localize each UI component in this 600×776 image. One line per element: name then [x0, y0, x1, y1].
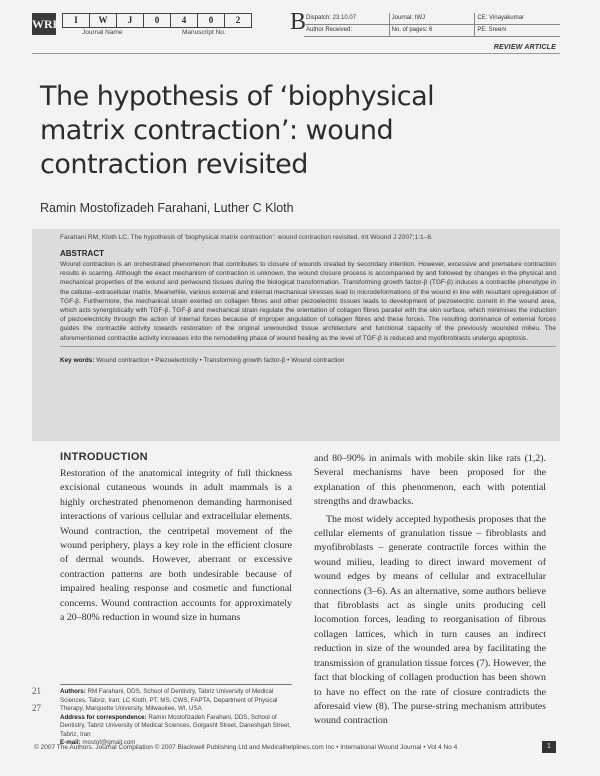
- margin-line-number: 21: [32, 686, 41, 696]
- body-paragraph: The most widely accepted hypothesis proposes that the cellular elements of granulation tissue – fibroblasts and myofibroblasts – generate contractile forces within the wound milieu, leading to direct inward movement of wound edges by means of cellular and extracellular connections (3–6). As an alternative, some authors believe that fibroblasts act as single units producing cell locomotion forces, leading to reorganisation of fibrous collagen lattices, which in turn causes an indirect reduction in size of the wounded area by facilitating the transmission of granulation tissue forces (7). However, the fact that blocking of collagen production has been shown to have no effect on the rate of closure contradicts the aforesaid view (8). The purse-string mechanism attributes wound contraction: [314, 513, 546, 727]
- email-label: E-mail:: [60, 739, 81, 746]
- journal-code-boxes: [62, 13, 252, 28]
- header-rule: [32, 53, 560, 54]
- author-affiliation-box: [60, 684, 292, 748]
- correspondence-text: Ramin Mostofizadeh Farahani, DDS, School of Dentistry, Tabriz University of Medical Sciences, Golgasht Street, Daneshgah Street, Tabriz, Iran: [60, 713, 291, 738]
- intro-paragraph: Restoration of the anatomical integrity of full thickness excisional cutaneous wounds in adult mammals is a highly orchestrated phenomenon demanding harmonised interactions of various cellular and extracellular elements. Wound contraction, the centripetal movement of the wound periphery, plays a key role in the efficient closure of dermal wounds. However, aberrant or excessive contraction patterns are both undesirable because of impaired healing response and cosmetic and functional concerns. Wound contraction accounts for approximately a 20–80% reduction in wound size in humans: [60, 468, 292, 624]
- code-box: 0: [198, 13, 225, 28]
- correspondence-label: Address for correspondence:: [60, 713, 147, 721]
- footer-copyright: © 2007 The Authors. Journal Compilation © 2007 Blackwell Publishing Ltd and Medicalhelplines.com Inc • International Wound Journal • Vol 4 No 4: [34, 744, 458, 751]
- meta-journal: Journal: IWJ: [389, 13, 475, 25]
- code-box: 4: [171, 13, 198, 28]
- journal-name-label: Journal Name: [82, 29, 123, 36]
- affil-authors-text: RM Farahani, DDS, School of Dentistry, Tabriz University of Medical Sciences, Tabriz, Iran; LC Kloth, PT, MS, CWS, FAPTA, Department of Physical Therapy, Marquette University, Milwaukee, WI, USA: [60, 688, 278, 712]
- proof-meta-table: [304, 13, 560, 37]
- journal-logo: WRR: [32, 13, 56, 35]
- article-authors: Ramin Mostofizadeh Farahani, Luther C Kloth: [40, 201, 294, 215]
- margin-line-number: 27: [32, 703, 41, 713]
- page-number: 1: [542, 741, 556, 753]
- abstract-content: [60, 233, 556, 367]
- body-paragraph: and 80–90% in animals with mobile skin like rats (1,2). Several mechanisms have been proposed for the explanation of this phenomenon, each with potential strengths and drawbacks.: [314, 453, 546, 508]
- code-box: J: [117, 13, 144, 28]
- meta-dispatch: Dispatch: 23.10.07: [304, 13, 389, 25]
- email-address[interactable]: mostof@gmail.com: [82, 739, 136, 746]
- abstract-text: Wound contraction is an orchestrated phenomenon that contributes to closure of wounds created by secondary intention. However, excessive and premature contraction results in scarring. Although the exact mechanism of contraction is unknown, the wound closure process is accompanied by and followed by changes in the physical and mechanical properties of the wound and periwound tissues during the biological transformation. Transforming growth factor-β (TGF-β) induces a contractile phenotype in the cellular–extracellular matrix. Meanwhile, various external and internal mechanical stresses lead to microdeformations of the wound in line with resultant upregulation of TGF-β. Furthermore, the mechanical strain exerted on collagen fibres and other piezoelectric tissues leads to development of piezoelectric current in the wound area, which acts synergistically with TGF-β. TGF-β and mechanical strain regulate the orientation of collagen fibres parallel with the skin surface, which minimises the induction of piezoelectricity through the action of internal forces because of improper angulation of collagen fibres and these forces. The resulting dominance of external forces guides the contractile activity towards restoration of the original unwounded tissue architecture and functional capacity of the previously wounded milieu. The aforementioned contractile activity increases into the remodelling phase of wound healing as the level of TGF-β is reduced and myofibroblasts undergo apoptosis.: [60, 261, 556, 342]
- meta-pe: PE: Sreeni: [474, 25, 560, 37]
- manuscript-no-label: Manuscript No.: [182, 29, 226, 36]
- code-box: 0: [144, 13, 171, 28]
- section-label: REVIEW ARTICLE: [493, 44, 556, 51]
- introduction-heading: INTRODUCTION: [60, 451, 148, 463]
- meta-author-received: Author Received:: [304, 25, 389, 37]
- article-title: The hypothesis of ‘biophysical matrix contraction’: wound contraction revisited: [40, 81, 435, 180]
- citation: Farahani RM, Kloth LC. The hypothesis of ‘biophysical matrix contraction’: wound contraction revisited. Int Wound J 2007;1:1–6.: [60, 234, 433, 241]
- affil-authors-label: Authors:: [60, 688, 86, 695]
- code-box: 2: [225, 13, 252, 28]
- keywords-list: Wound contraction • Piezoelectricity • Transforming growth factor-β • Wound contraction: [96, 356, 345, 364]
- abstract-heading: ABSTRACT: [60, 249, 104, 258]
- keywords-label: Key words:: [60, 356, 95, 364]
- right-column: [314, 452, 546, 729]
- meta-pages: No. of pages: 6: [389, 25, 475, 37]
- keywords-row: [60, 346, 556, 367]
- meta-ce: CE: Vinayakumar: [474, 13, 560, 25]
- code-box: W: [90, 13, 117, 28]
- proof-header: [32, 9, 560, 37]
- proof-letter: B: [290, 9, 307, 35]
- code-box: I: [62, 13, 90, 28]
